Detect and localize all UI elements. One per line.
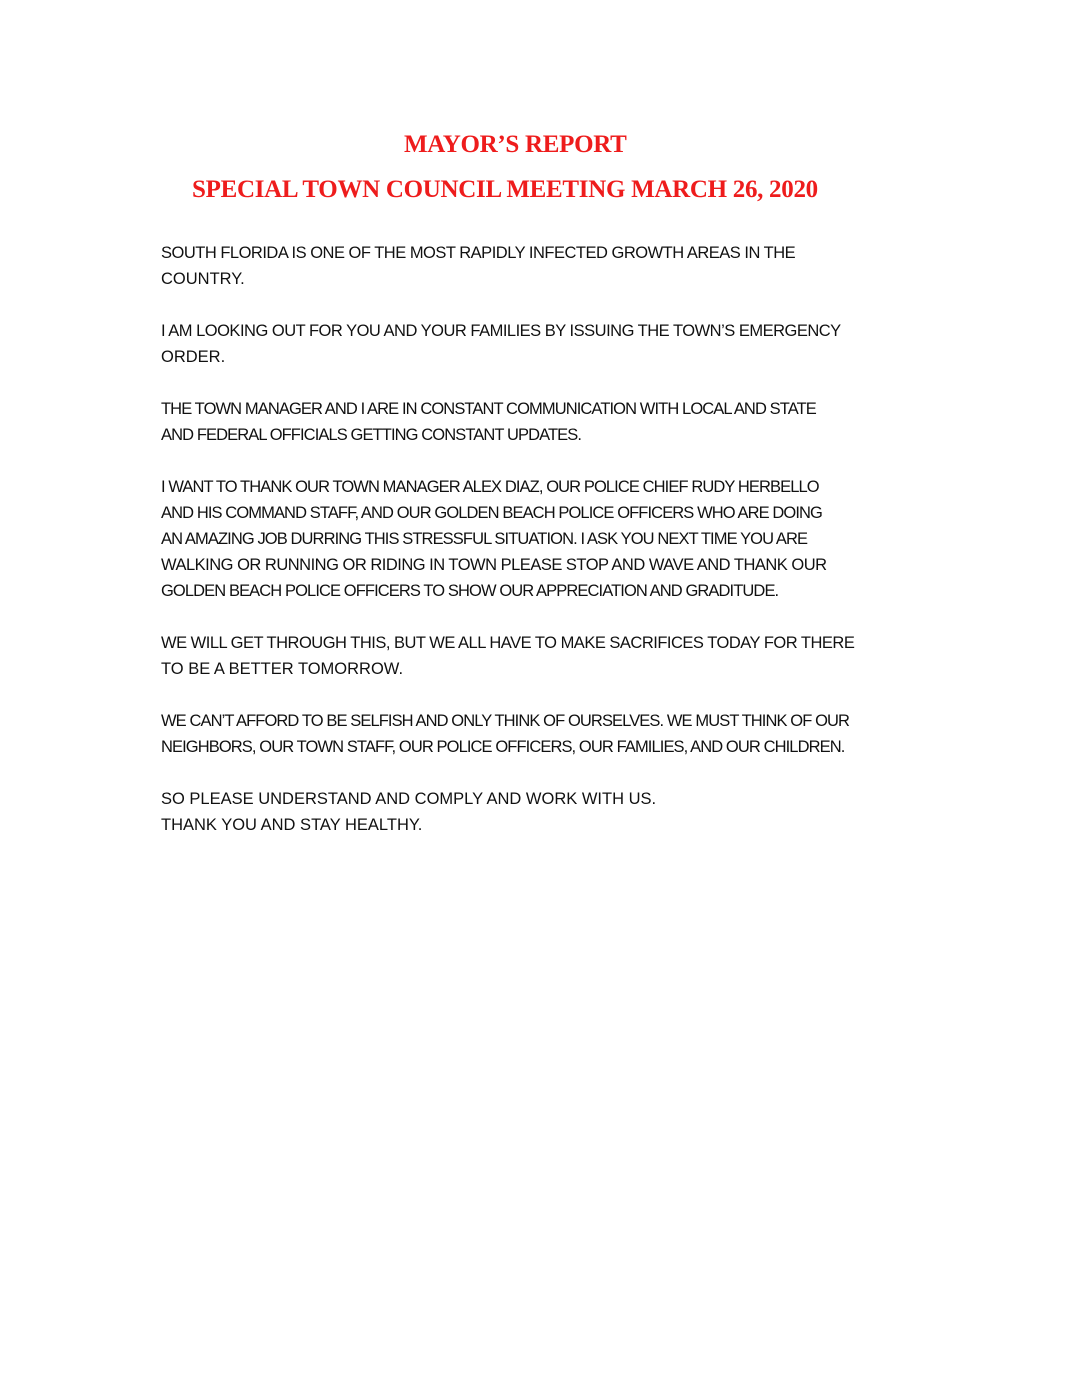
paragraph-line: COUNTRY. — [161, 270, 245, 288]
report-body — [161, 240, 981, 864]
paragraph-sacrifices — [161, 630, 981, 682]
paragraph-closing — [161, 786, 981, 838]
paragraph-line: AND HIS COMMAND STAFF, AND OUR GOLDEN BEACH POLICE OFFICERS WHO ARE DOING — [161, 504, 822, 522]
paragraph-line: GOLDEN BEACH POLICE OFFICERS TO SHOW OUR APPRECIATION AND GRADITUDE. — [161, 582, 779, 600]
paragraph-line: SO PLEASE UNDERSTAND AND COMPLY AND WORK WITH US. — [161, 790, 657, 808]
paragraph-line: WALKING OR RUNNING OR RIDING IN TOWN PLEASE STOP AND WAVE AND THANK OUR — [161, 556, 827, 574]
paragraph-communication — [161, 396, 981, 448]
paragraph-line: I AM LOOKING OUT FOR YOU AND YOUR FAMILIES BY ISSUING THE TOWN’S EMERGENCY — [161, 322, 841, 340]
paragraph-line: AN AMAZING JOB DURRING THIS STRESSFUL SITUATION. I ASK YOU NEXT TIME YOU ARE — [161, 530, 808, 548]
paragraph-line: WE CAN’T AFFORD TO BE SELFISH AND ONLY THINK OF OURSELVES. WE MUST THINK OF OUR — [161, 712, 850, 730]
paragraph-thanks-police — [161, 474, 981, 604]
paragraph-line: ORDER. — [161, 348, 226, 366]
paragraph-line: SOUTH FLORIDA IS ONE OF THE MOST RAPIDLY INFECTED GROWTH AREAS IN THE — [161, 244, 796, 262]
paragraph-growth-areas — [161, 240, 981, 292]
paragraph-neighbors — [161, 708, 981, 760]
paragraph-line: TO BE A BETTER TOMORROW. — [161, 660, 404, 678]
paragraph-line: I WANT TO THANK OUR TOWN MANAGER ALEX DIAZ, OUR POLICE CHIEF RUDY HERBELLO — [161, 478, 819, 496]
paragraph-line: THANK YOU AND STAY HEALTHY. — [161, 816, 423, 834]
paragraph-line: THE TOWN MANAGER AND I ARE IN CONSTANT COMMUNICATION WITH LOCAL AND STATE — [161, 400, 816, 418]
paragraph-line: NEIGHBORS, OUR TOWN STAFF, OUR POLICE OFFICERS, OUR FAMILIES, AND OUR CHILDREN. — [161, 738, 845, 756]
report-title: MAYOR’S REPORT — [404, 131, 627, 158]
paragraph-line: WE WILL GET THROUGH THIS, BUT WE ALL HAVE TO MAKE SACRIFICES TODAY FOR THERE — [161, 634, 855, 652]
paragraph-line: AND FEDERAL OFFICIALS GETTING CONSTANT UPDATES. — [161, 426, 582, 444]
paragraph-emergency-order — [161, 318, 981, 370]
meeting-subtitle: SPECIAL TOWN COUNCIL MEETING MARCH 26, 2020 — [192, 176, 818, 203]
